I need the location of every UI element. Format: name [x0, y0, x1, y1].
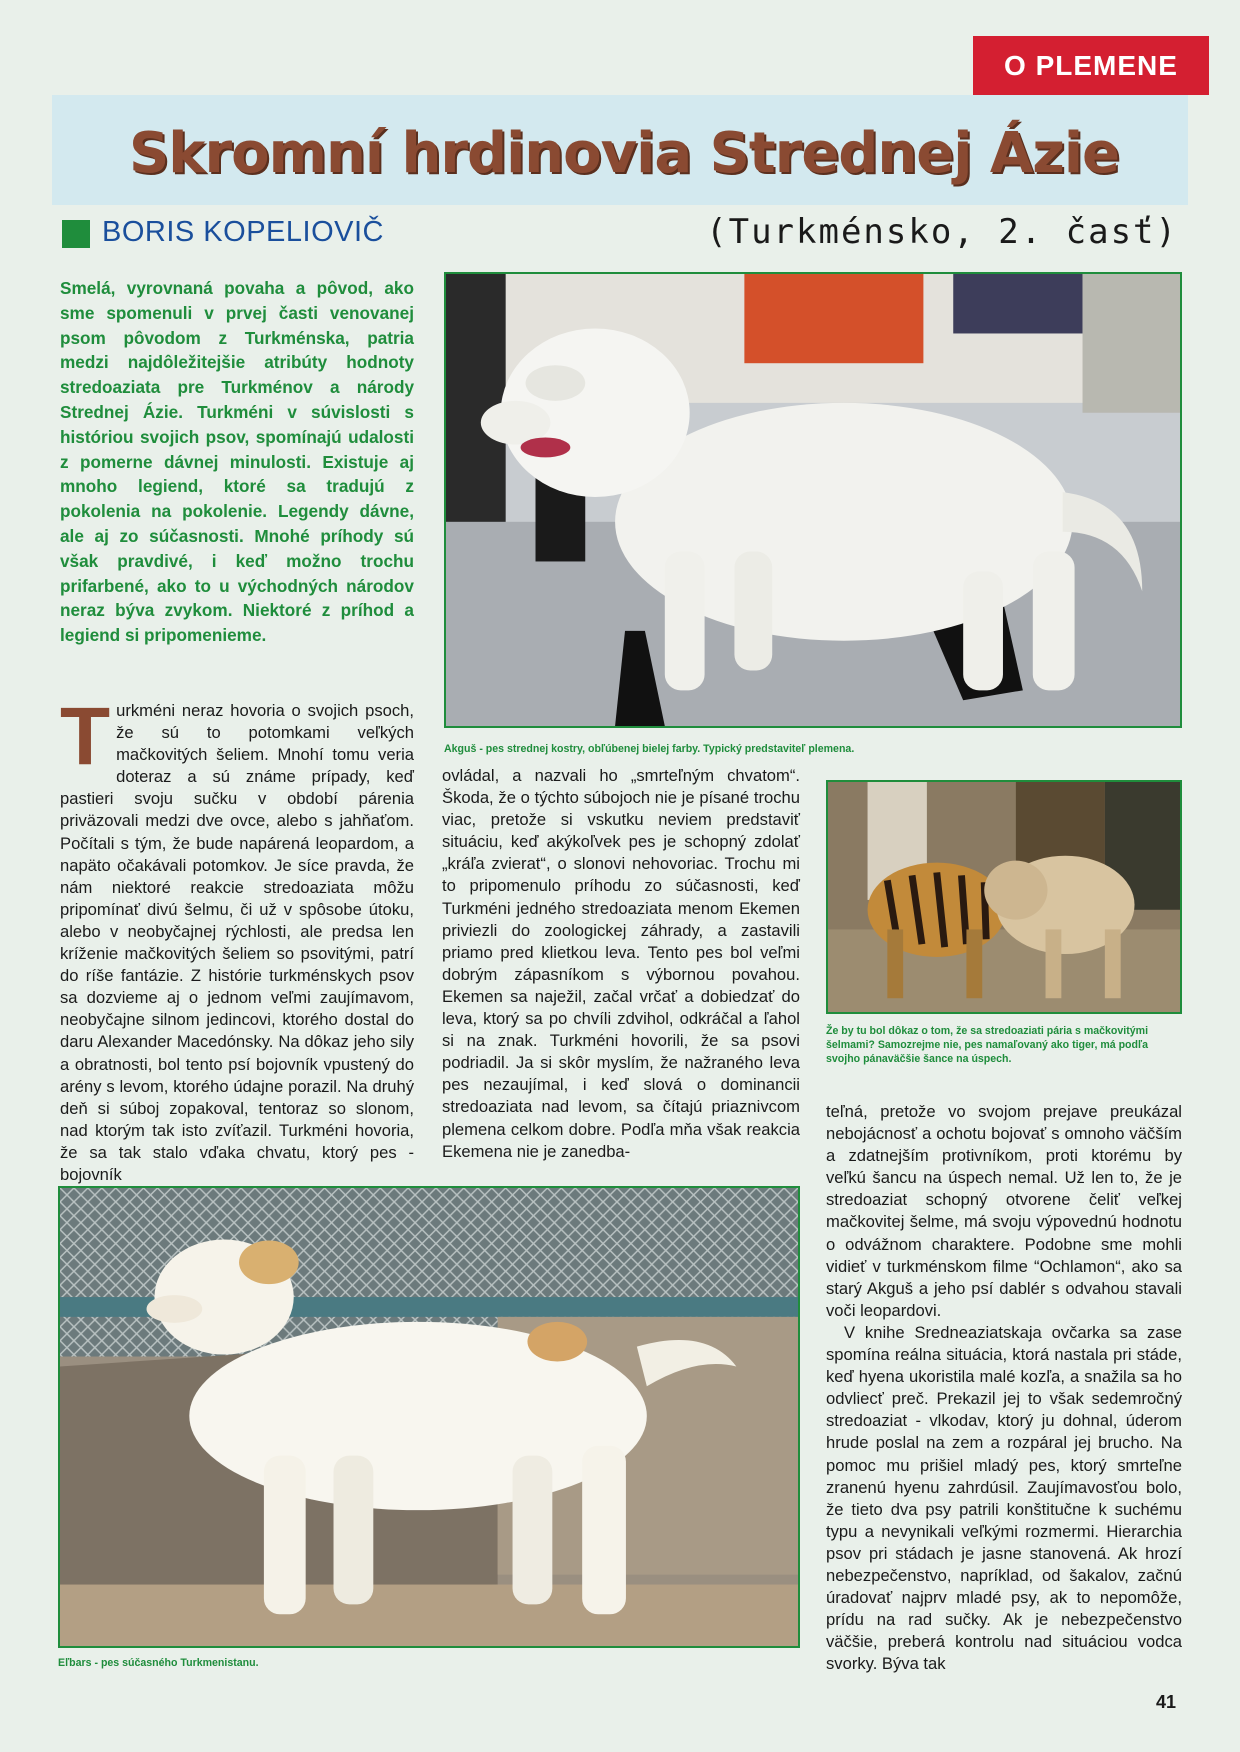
article-subtitle: (Turkménsko, 2. časť): [706, 212, 1178, 252]
caption-akgus: Akguš - pes strednej kostry, obľúbenej bielej farby. Typický predstaviteľ plemena.: [444, 743, 855, 755]
drop-cap: T: [60, 691, 111, 782]
body-paragraph: teľná, pretože vo svojom prejave preukázal nebojácnosť a ochotu bojovať s omnoho väčším a zdatnejším protivníkom, proti ktorému by veľkú šancu na úspech nemal. Už len to, že je stredoaziat schopný otvorene čeliť veľkej mačkovitej šelme, má svoju výpovednú hodnotu o odvážnom charaktere. Podobne sme mohli vidieť v turkménskom filme “Ochlamon“, ako sa starý Akguš a jeho psí dablér s odvahou stavali voči leopardovi.: [826, 1102, 1182, 1320]
body-paragraph: V knihe Sredneaziatskaja ovčarka sa zase spomína reálna situácia, ktorá nastala pri stáde, keď hyena ukoristila malé kozľa, a snažila sa ho odvliecť preč. Prekazil jej to však sedemročný stredoaziat - vlkodav, ktorý ju dohnal, úderom hrude poslal na zem a rozpáral jej brucho. Na pomoc mu prišiel mladý pes, ktorý smrteľne zranenú hyenu zahrdúsil. Zaujímavosťou bolo, že tieto dva psy patrili konštitučne k suchému typu a nevynikali veľkými rozmermi. Hierarchia psov pri stádach je jasne stanovená. Ak hrozí nebezpečenstvo, napríklad, od šakalov, začnú úradovať najprv mladé psy, ak to nepomôže, prídu na rad sučky. Ak je nebezpečenstvo väčšie, preberá kontrolu nad situáciou vodca svorky. Býva tak: [826, 1322, 1182, 1674]
page-number: 41: [1156, 1692, 1177, 1712]
body-column-1: [60, 691, 414, 1184]
section-label: O PLEMENE: [973, 36, 1209, 95]
body-column-3: [826, 1101, 1182, 1676]
author-marker: [62, 220, 90, 248]
photo-tiger-dog-fight: [826, 780, 1182, 1014]
body-paragraph: urkméni neraz hovoria o svojich psoch, že sú to potomkami veľkých mačkovitých šeliem. Mnohí tomu veria doteraz a sú známe prípady, keď pastieri svoju sučku v období párenia priväzovali medzi dve ovce, alebo s jahňaťom. Počítali s tým, že bude napárená leopardom, a napäto očakávali potomkov. Je síce pravda, že nám niektoré reakcie stredoaziata môžu pripomínať divú šelmu, či už v spôsobe útoku, alebo v neobyčajnej rýchlosti, ale predsa len kríženie mačkovitých šeliem so psovitými, patrí do ríše fantázie. Z histórie turkménskych psov sa dozvieme aj o jednom veľmi zaujímavom, neobyčajne silnom jedincovi, ktorého dostal do daru Alexander Macedónsky. Na dôkaz jeho sily a obratnosti, bol tento psí bojovník vpustený do arény s levom, ktorého údajne porazil. Na druhý deň si súboj zopakoval, tentoraz so slonom, nad ktorým tak isto zvíťazil. Turkméni hovoria, že sa tak stalo vďaka chvatu, ktorý pes - bojovník: [60, 701, 414, 1184]
caption-tiger-dog: Že by tu bol dôkaz o tom, že sa stredoaziati pária s mačkovitými šelmami? Samozrejme nie, pes namaľovaný ako tiger, má podľa svojho pánaväčšie šance na úspech.: [826, 1025, 1149, 1065]
lead-paragraph: Smelá, vyrovnaná povaha a pôvod, ako sme spomenuli v prvej časti venovanej psom pôvodom z Turkménska, patria medzi najdôležitejšie atribúty hodnoty stredoaziata pre Turkménov a národy Strednej Ázie. Turkméni v súvislosti s históriou svojich psov, spomínajú udalosti z pomerne dávnej minulosti. Existuje aj mnoho legiend, ktoré sa tradujú z pokolenia na pokolenie. Legendy dávne, ale aj zo súčasnosti. Mnohé príhody sú však pravdivé, i keď možno trochu prifarbené, ako to u východných národov neraz býva zvykom. Niektoré z príhod a legiend si pripomenieme.: [60, 278, 414, 646]
caption-elbars: Eľbars - pes súčasného Turkmenistanu.: [58, 1657, 259, 1669]
author-name: BORIS KOPELIOVIČ: [102, 216, 384, 248]
body-column-2: [442, 765, 800, 1170]
page-title: Skromní hrdinovia Strednej Ázie: [128, 120, 1120, 186]
body-paragraph: ovládal, a nazvali ho „smrteľným chvatom“. Škoda, že o týchto súbojoch nie je písané trochu viac, pretože si vskutku neviem predstaviť situáciu, keď akýkoľvek pes je schopný zdolať „kráľa zvierat“, o slonovi nehovoriac. Trochu mi to pripomenulo príhodu zo súčasnosti, keď Turkméni jedného stredoaziata menom Ekemen priviezli do zoologickej záhrady, a zastavili priamo pred klietkou leva. Tento pes bol veľmi dobrým zápasníkom s výbornou povahou. Ekemen sa naježil, začal vrčať a dobiedzať do leva, ktorý sa po chvíli zdvihol, odkráčal a ľahol si na znak. Turkméni hovorili, že sa psovi podriadil. Ja si skôr myslím, že nažraného leva pes nezaujímal, i keď slová o dominancii stredoaziata nad levom, sa čítajú priaznivcom plemena celkom dobre. Podľa mňa však reakcia Ekemena nie je zanedba-: [442, 766, 800, 1161]
photo-akgus-dog: [444, 272, 1182, 728]
photo-elbars-dog: [58, 1186, 800, 1648]
